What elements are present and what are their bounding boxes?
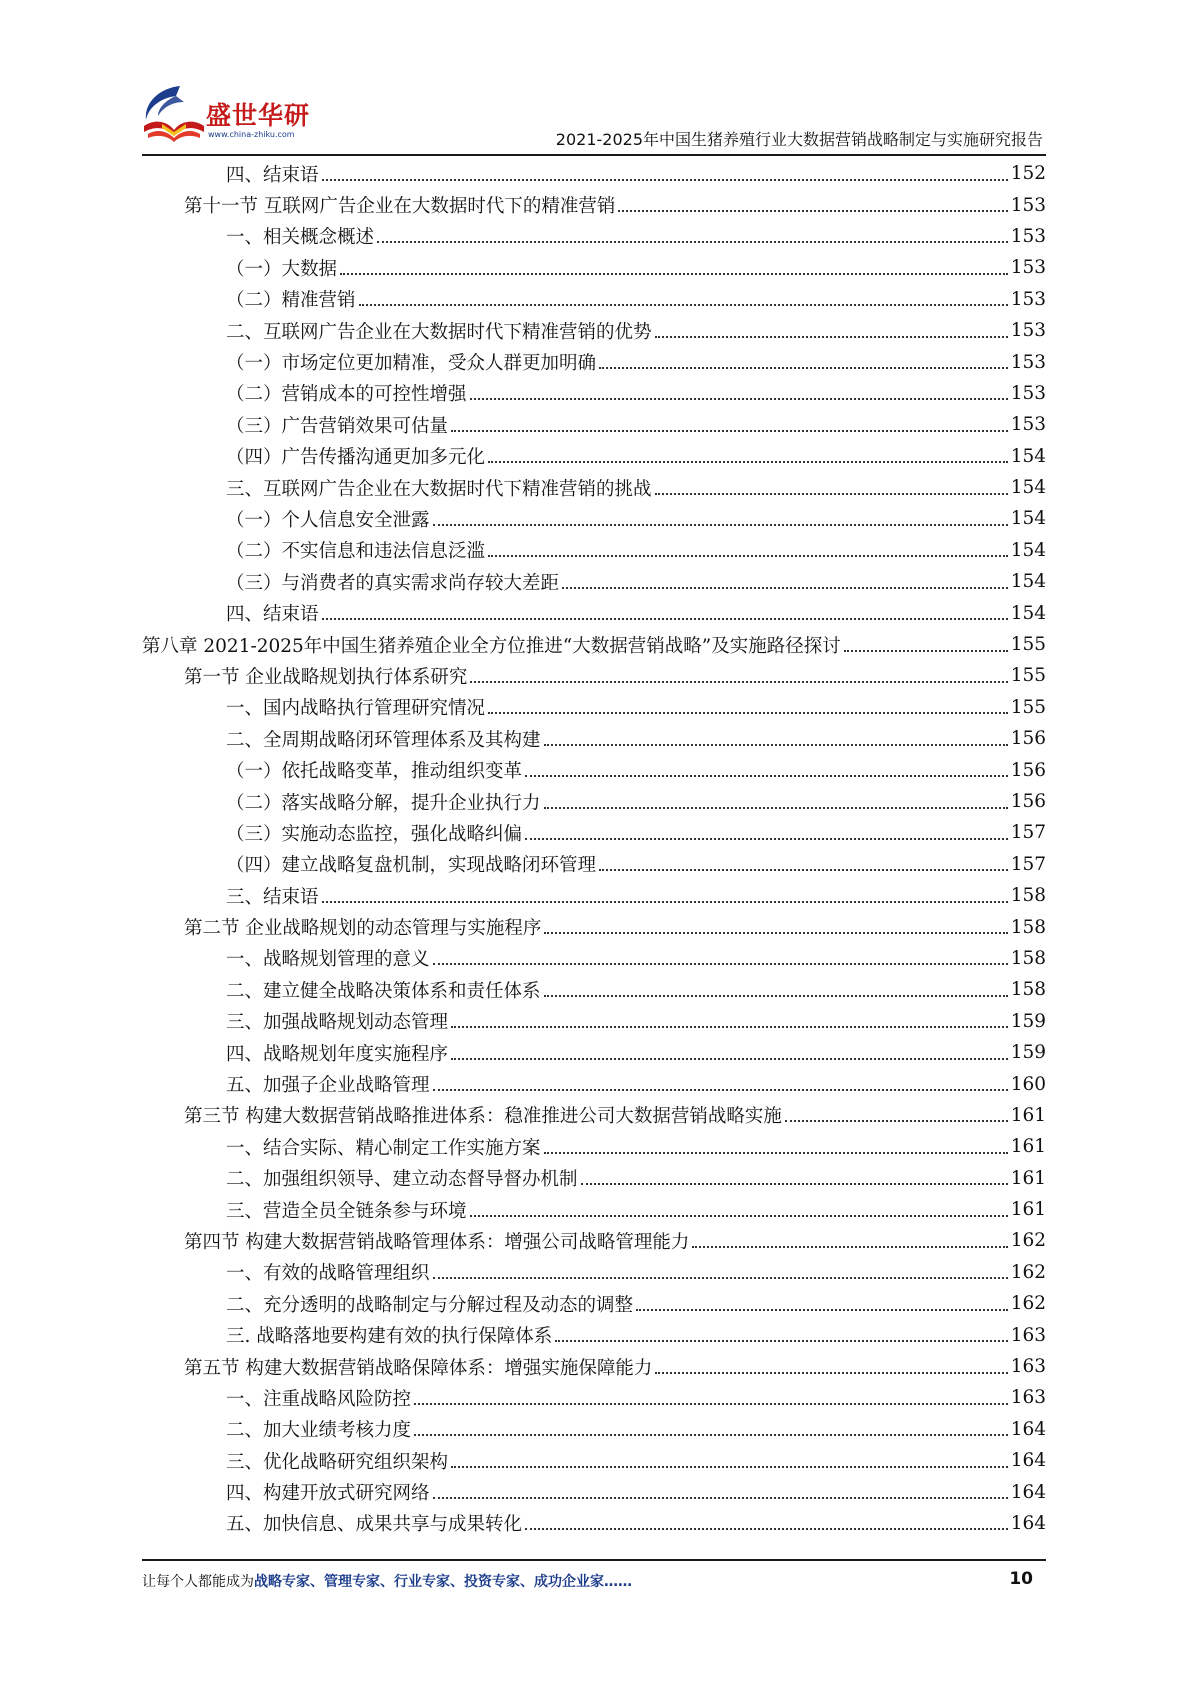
toc-leader-dots — [544, 807, 1008, 809]
company-logo — [140, 82, 310, 148]
toc-entry[interactable] — [142, 315, 1046, 346]
toc-entry-page: 154 — [1010, 602, 1046, 624]
toc-leader-dots — [451, 1058, 1008, 1060]
toc-entry-label: （一）大数据 — [226, 258, 338, 280]
toc-entry[interactable] — [142, 346, 1046, 377]
toc-entry-label: （三）实施动态监控，强化战略纠偏 — [226, 823, 523, 845]
toc-entry[interactable] — [142, 1100, 1046, 1131]
toc-entry-label: 三. 战略落地要构建有效的执行保障体系 — [226, 1326, 553, 1348]
toc-leader-dots — [377, 241, 1008, 243]
toc-entry-label: （四）建立战略复盘机制，实现战略闭环管理 — [226, 855, 597, 877]
toc-entry-label: 二、加大业绩考核力度 — [226, 1420, 412, 1442]
toc-entry[interactable] — [142, 597, 1046, 628]
toc-leader-dots — [340, 273, 1008, 275]
toc-leader-dots — [322, 901, 1008, 903]
toc-leader-dots — [692, 1246, 1007, 1248]
toc-entry[interactable] — [142, 629, 1046, 660]
toc-leader-dots — [525, 775, 1008, 777]
toc-entry-page: 158 — [1010, 979, 1046, 1001]
toc-leader-dots — [618, 210, 1007, 212]
toc-entry-label: 一、有效的战略管理组织 — [226, 1263, 430, 1285]
toc-entry[interactable] — [142, 1257, 1046, 1288]
slogan-prefix: 让每个人都能成为 — [142, 1574, 254, 1590]
toc-leader-dots — [599, 869, 1008, 871]
toc-entry-page: 155 — [1010, 665, 1046, 687]
toc-leader-dots — [470, 398, 1008, 400]
toc-entry-page: 162 — [1010, 1293, 1046, 1315]
toc-leader-dots — [525, 1528, 1008, 1530]
toc-entry-page: 156 — [1010, 759, 1046, 781]
toc-entry[interactable] — [142, 378, 1046, 409]
toc-entry-label: 五、加快信息、成果共享与成果转化 — [226, 1514, 523, 1536]
toc-entry-page: 161 — [1010, 1167, 1046, 1189]
toc-entry[interactable] — [142, 754, 1046, 785]
toc-entry[interactable] — [142, 723, 1046, 754]
page-header — [0, 0, 1191, 160]
toc-entry-page: 159 — [1010, 1010, 1046, 1032]
toc-entry-page: 153 — [1010, 351, 1046, 373]
toc-entry-label: （一）个人信息安全泄露 — [226, 509, 430, 531]
toc-leader-dots — [562, 587, 1008, 589]
toc-entry-label: 三、结束语 — [226, 886, 319, 908]
toc-entry[interactable] — [142, 221, 1046, 252]
toc-entry-label: 第四节 构建大数据营销战略管理体系：增强公司战略管理能力 — [184, 1231, 690, 1253]
toc-entry[interactable] — [142, 786, 1046, 817]
toc-entry-page: 153 — [1010, 382, 1046, 404]
page-number: 10 — [1009, 1569, 1033, 1589]
toc-entry-label: 三、加强战略规划动态管理 — [226, 1012, 449, 1034]
toc-entry-label: 第八章 2021-2025年中国生猪养殖企业全方位推进“大数据营销战略”及实施路径探讨 — [142, 635, 841, 657]
slogan-highlight: 战略专家、管理专家、行业专家、投资专家、成功企业家…… — [254, 1574, 632, 1590]
toc-entry[interactable] — [142, 441, 1046, 472]
toc-entry-page: 153 — [1010, 320, 1046, 342]
toc-entry-label: （三）与消费者的真实需求尚存较大差距 — [226, 572, 560, 594]
toc-entry-label: 三、优化战略研究组织架构 — [226, 1451, 449, 1473]
toc-leader-dots — [488, 461, 1008, 463]
toc-entry-page: 158 — [1010, 885, 1046, 907]
toc-entry[interactable] — [142, 472, 1046, 503]
toc-entry-page: 161 — [1010, 1104, 1046, 1126]
toc-entry[interactable] — [142, 849, 1046, 880]
toc-leader-dots — [636, 1309, 1008, 1311]
toc-entry[interactable] — [142, 1382, 1046, 1413]
toc-leader-dots — [599, 367, 1008, 369]
logo-mark-icon — [140, 82, 206, 144]
toc-entry-page: 156 — [1010, 728, 1046, 750]
toc-entry-label: 四、构建开放式研究网络 — [226, 1483, 430, 1505]
toc-entry-page: 155 — [1010, 634, 1046, 656]
toc-entry-label: 第二节 企业战略规划的动态管理与实施程序 — [184, 918, 542, 940]
logo-url: www.china-zhiku.com — [208, 130, 295, 139]
toc-entry-page: 156 — [1010, 791, 1046, 812]
toc-entry-label: （二）营销成本的可控性增强 — [226, 384, 467, 406]
toc-entry[interactable] — [142, 566, 1046, 597]
toc-leader-dots — [433, 524, 1008, 526]
toc-leader-dots — [544, 932, 1007, 934]
toc-entry-label: 二、充分透明的战略制定与分解过程及动态的调整 — [226, 1294, 634, 1316]
toc-entry-label: 一、战略规划管理的意义 — [226, 949, 430, 971]
toc-leader-dots — [655, 336, 1008, 338]
toc-entry[interactable] — [142, 1194, 1046, 1225]
toc-entry-label: 四、战略规划年度实施程序 — [226, 1043, 449, 1065]
toc-entry-label: 二、互联网广告企业在大数据时代下精准营销的优势 — [226, 321, 652, 343]
toc-leader-dots — [544, 744, 1008, 746]
toc-entry[interactable] — [142, 189, 1046, 220]
toc-leader-dots — [359, 304, 1008, 306]
toc-entry-label: 一、结合实际、精心制定工作实施方案 — [226, 1137, 541, 1159]
toc-entry-label: 一、国内战略执行管理研究情况 — [226, 698, 486, 720]
toc-entry[interactable] — [142, 1288, 1046, 1319]
toc-entry[interactable] — [142, 1476, 1046, 1507]
toc-entry-page: 153 — [1010, 225, 1046, 247]
toc-entry-page: 161 — [1010, 1136, 1046, 1158]
toc-leader-dots — [581, 1183, 1008, 1185]
toc-entry[interactable] — [142, 503, 1046, 534]
toc-entry-label: （一）依托战略变革，推动组织变革 — [226, 761, 523, 783]
toc-entry-page: 162 — [1010, 1261, 1046, 1283]
toc-entry-page: 163 — [1010, 1356, 1046, 1378]
toc-leader-dots — [451, 1026, 1008, 1028]
toc-entry-page: 164 — [1010, 1512, 1046, 1534]
toc-entry-page: 163 — [1010, 1387, 1046, 1409]
toc-leader-dots — [433, 1497, 1008, 1499]
toc-entry-page: 157 — [1010, 822, 1046, 844]
toc-entry[interactable] — [142, 1508, 1046, 1539]
toc-entry-page: 154 — [1010, 445, 1046, 467]
toc-entry-label: （二）落实战略分解，提升企业执行力 — [226, 792, 541, 814]
toc-entry[interactable] — [142, 1351, 1046, 1382]
toc-leader-dots — [433, 1277, 1008, 1279]
logo-name: 盛世华研 — [206, 101, 311, 130]
toc-entry[interactable] — [142, 1006, 1046, 1037]
footer-divider — [142, 1559, 1046, 1561]
toc-entry-page: 153 — [1010, 414, 1046, 436]
toc-leader-dots — [433, 1089, 1008, 1091]
toc-entry-page: 153 — [1010, 288, 1046, 310]
toc-entry-label: 四、结束语 — [226, 164, 319, 186]
toc-entry[interactable] — [142, 1037, 1046, 1068]
toc-entry-label: （二）精准营销 — [226, 290, 356, 312]
toc-leader-dots — [544, 995, 1008, 997]
toc-entry[interactable] — [142, 943, 1046, 974]
toc-entry-page: 154 — [1010, 477, 1046, 499]
toc-leader-dots — [525, 838, 1008, 840]
toc-leader-dots — [470, 1215, 1008, 1217]
table-of-contents — [142, 158, 1046, 1539]
toc-entry[interactable] — [142, 158, 1046, 189]
toc-entry-label: 二、建立健全战略决策体系和责任体系 — [226, 980, 541, 1002]
toc-entry-label: （一）市场定位更加精准，受众人群更加明确 — [226, 353, 597, 375]
toc-entry-page: 161 — [1010, 1199, 1046, 1221]
toc-entry-label: 四、结束语 — [226, 604, 319, 626]
toc-entry-page: 164 — [1010, 1418, 1046, 1440]
toc-leader-dots — [844, 650, 1008, 652]
toc-entry[interactable] — [142, 1225, 1046, 1256]
toc-entry-page: 152 — [1010, 163, 1046, 185]
toc-entry-page: 154 — [1010, 539, 1046, 561]
toc-entry-page: 163 — [1010, 1324, 1046, 1346]
toc-leader-dots — [470, 681, 1007, 683]
toc-leader-dots — [451, 430, 1008, 432]
toc-entry[interactable] — [142, 1319, 1046, 1350]
footer-slogan — [142, 1571, 632, 1591]
toc-leader-dots — [414, 1403, 1008, 1405]
toc-leader-dots — [655, 493, 1008, 495]
toc-entry[interactable] — [142, 817, 1046, 848]
toc-entry[interactable] — [142, 660, 1046, 691]
toc-entry[interactable] — [142, 880, 1046, 911]
toc-leader-dots — [785, 1120, 1008, 1122]
toc-leader-dots — [544, 1152, 1008, 1154]
toc-entry-label: 三、营造全员全链条参与环境 — [226, 1200, 467, 1222]
toc-entry-page: 164 — [1010, 1450, 1046, 1472]
toc-entry-page: 154 — [1010, 571, 1046, 593]
toc-entry-page: 159 — [1010, 1042, 1046, 1064]
toc-entry[interactable] — [142, 284, 1046, 315]
toc-leader-dots — [451, 1466, 1008, 1468]
toc-leader-dots — [488, 555, 1008, 557]
toc-entry-page: 160 — [1010, 1073, 1046, 1095]
toc-entry[interactable] — [142, 692, 1046, 723]
header-divider — [142, 154, 1046, 156]
toc-entry-label: 第一节 企业战略规划执行体系研究 — [184, 666, 468, 688]
toc-leader-dots — [322, 618, 1008, 620]
toc-entry-label: 一、注重战略风险防控 — [226, 1388, 412, 1410]
report-title: 2021-2025年中国生猪养殖行业大数据营销战略制定与实施研究报告 — [555, 130, 1043, 149]
toc-entry-label: 五、加强子企业战略管理 — [226, 1075, 430, 1097]
toc-entry-page: 154 — [1010, 508, 1046, 530]
toc-entry-page: 158 — [1010, 916, 1046, 938]
toc-entry-page: 162 — [1010, 1230, 1046, 1252]
toc-entry[interactable] — [142, 1131, 1046, 1162]
toc-entry-page: 153 — [1010, 194, 1046, 216]
toc-entry-label: 二、加强组织领导、建立动态督导督办机制 — [226, 1169, 578, 1191]
toc-entry-label: （三）广告营销效果可估量 — [226, 415, 449, 437]
toc-entry-label: 一、相关概念概述 — [226, 227, 375, 249]
toc-leader-dots — [433, 963, 1008, 965]
toc-leader-dots — [555, 1340, 1007, 1342]
toc-entry-label: （二）不实信息和违法信息泛滥 — [226, 541, 486, 563]
toc-entry[interactable] — [142, 252, 1046, 283]
toc-entry[interactable] — [142, 1445, 1046, 1476]
toc-entry[interactable] — [142, 535, 1046, 566]
toc-entry[interactable] — [142, 409, 1046, 440]
toc-entry-page: 158 — [1010, 947, 1046, 969]
toc-entry-page: 157 — [1010, 853, 1046, 875]
toc-entry-label: 二、全周期战略闭环管理体系及其构建 — [226, 729, 541, 751]
toc-leader-dots — [488, 712, 1008, 714]
toc-entry-page: 155 — [1010, 696, 1046, 718]
toc-entry-label: 三、互联网广告企业在大数据时代下精准营销的挑战 — [226, 478, 652, 500]
toc-entry-page: 164 — [1010, 1481, 1046, 1503]
toc-leader-dots — [655, 1372, 1007, 1374]
toc-entry-label: 第三节 构建大数据营销战略推进体系：稳准推进公司大数据营销战略实施 — [184, 1106, 782, 1128]
toc-leader-dots — [414, 1434, 1008, 1436]
toc-entry[interactable] — [142, 974, 1046, 1005]
toc-entry[interactable] — [142, 1414, 1046, 1445]
toc-entry-page: 153 — [1010, 257, 1046, 279]
toc-entry-label: （四）广告传播沟通更加多元化 — [226, 447, 486, 469]
toc-entry[interactable] — [142, 1068, 1046, 1099]
toc-leader-dots — [322, 179, 1008, 181]
toc-entry-label: 第十一节 互联网广告企业在大数据时代下的精准营销 — [184, 196, 616, 218]
toc-entry[interactable] — [142, 1163, 1046, 1194]
toc-entry-label: 第五节 构建大数据营销战略保障体系：增强实施保障能力 — [184, 1357, 653, 1379]
toc-entry[interactable] — [142, 911, 1046, 942]
